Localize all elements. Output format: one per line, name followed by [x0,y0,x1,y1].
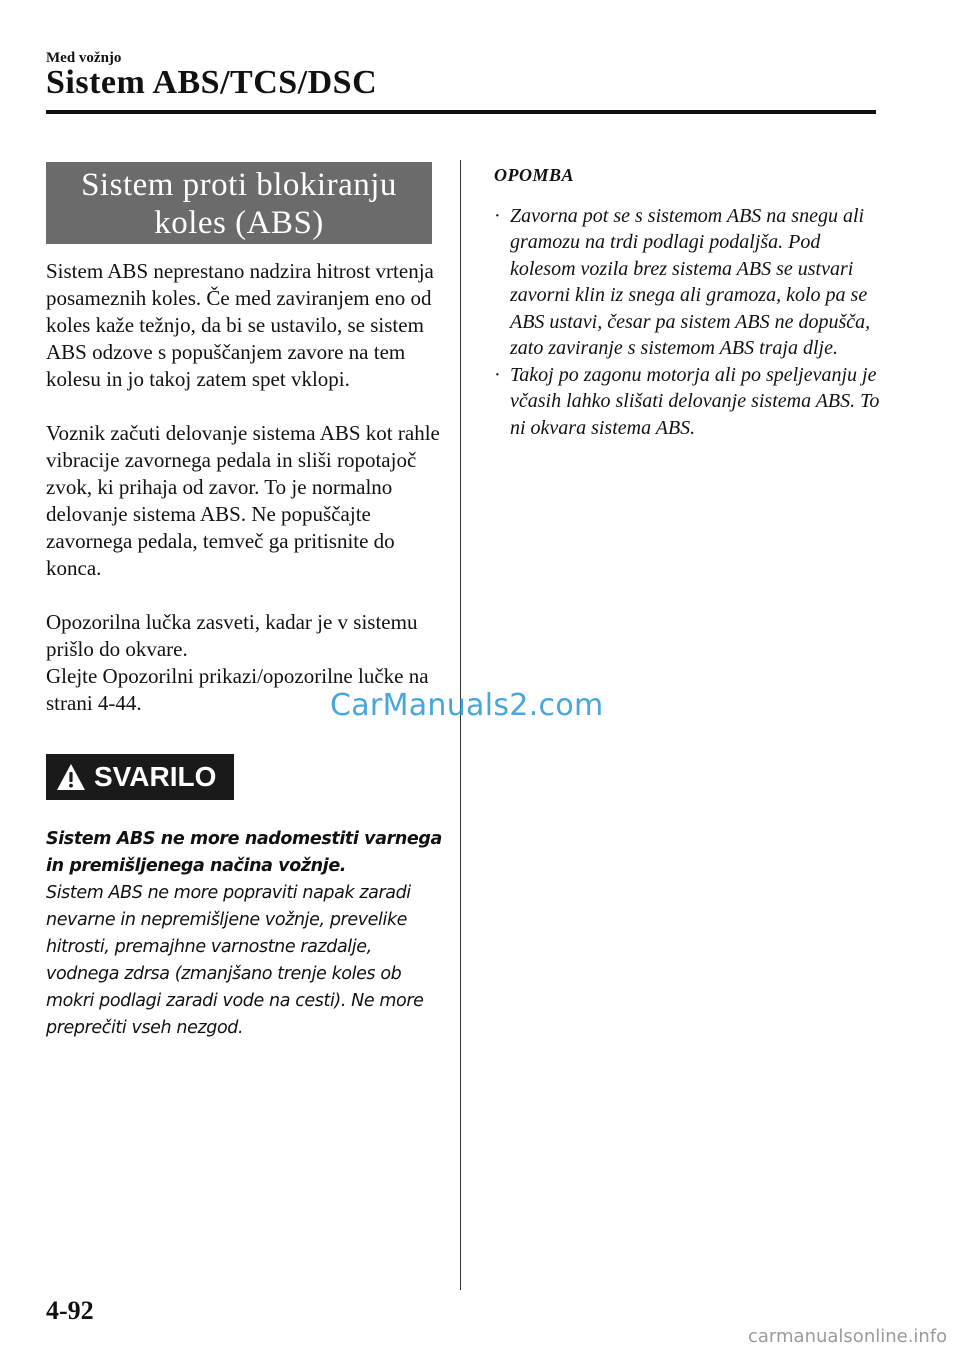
paragraph-abs-function: Sistem ABS neprestano nadzira hitrost vrtenja posameznih koles. Če med zaviranjem eno od koles kaže težnjo, da bi se ustavilo, se sistem ABS odzove s popuščanjem zavore na tem kolesu in jo takoj zatem spet vklopi. [46,259,434,391]
body-text [46,258,446,717]
warning-text [46,826,446,1042]
note-title: OPOMBA [494,165,575,185]
note-item [488,203,888,362]
paragraph-warning-light: Opozorilna lučka zasveti, kadar je v sistemu prišlo do okvare. [46,610,418,661]
section-title: Sistem ABS/TCS/DSC [46,64,378,101]
warning-label-text: SVARILO [94,761,217,792]
column-divider [460,160,461,1290]
note-section [488,162,888,441]
topic-heading [46,162,432,244]
bullet-dot-icon: · [494,204,501,227]
header-rule [46,110,876,114]
watermark: CarManuals2.com [330,688,604,723]
paragraph-reference: Glejte Opozorilni prikazi/opozorilne lučke na strani 4-44. [46,664,429,715]
page-number: 4-92 [46,1296,94,1325]
note-item-text: Zavorna pot se s sistemom ABS na snegu ali gramozu na trdi podlagi podaljša. Pod kolesom vozila brez sistema ABS se ustvari zavorni klin iz snega ali gramoza, kolo pa se ABS ustavi, česar pa sistem ABS ne dopušča, zato zaviranje s sistemom ABS traja dlje. [510,204,871,359]
paragraph-abs-feel: Voznik začuti delovanje sistema ABS kot rahle vibracije zavornega pedala in sliši ropotajoč zvok, ki prihaja od zavor. To je normalno delovanje sistema ABS. Ne popuščajte zavornega pedala, temveč ga pritisnite do konca. [46,421,440,580]
note-item-text: Takoj po zagonu motorja ali po speljevanju je včasih lahko slišati delovanje sistema ABS. To ni okvara sistema ABS. [510,363,880,439]
footer-site: carmanualsonline.info [748,1326,948,1347]
topic-heading-line-1: Sistem proti blokiranju [81,167,397,203]
warning-bold-text: Sistem ABS ne more nadomestiti varnega in premišljenega načina vožnje. [46,829,442,876]
topic-heading-line-2: koles (ABS) [154,205,324,241]
note-item [488,362,888,442]
bullet-dot-icon: · [494,363,501,386]
warning-label [46,754,234,800]
warning-body-text: Sistem ABS ne more popraviti napak zaradi nevarne in nepremišljene vožnje, prevelike hitrosti, premajhne varnostne razdalje, vodnega zdrsa (zmanjšano trenje koles ob mokri podlagi zaradi vode na cesti). Ne more preprečiti vseh nezgod. [46,883,424,1038]
warning-triangle-icon [56,763,86,791]
chapter-label: Med vožnjo [46,50,122,66]
